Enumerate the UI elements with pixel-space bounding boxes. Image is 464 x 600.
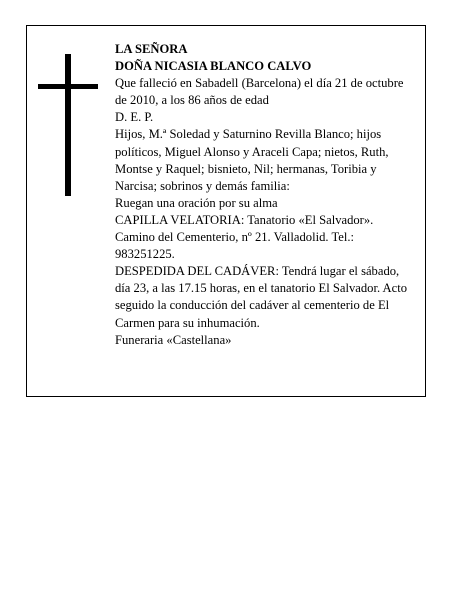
dep-line: D. E. P. — [115, 110, 154, 125]
chapel-info: CAPILLA VELATORIA: Tanatorio «El Salvador». Camino del Cementerio, nº 21. Valladolid. Tel.: 983251225. — [115, 212, 374, 262]
family-list: Hijos, M.ª Soledad y Saturnino Revilla Blanco; hijos políticos, Miguel Alonso y Araceli Capa; nietos, Ruth, Montse y Raquel; bisnieto, Nil; hermanas, Toribia y Narcisa; sobrinos y demás familia: — [115, 127, 389, 193]
funeral-home: Funeraria «Castellana» — [115, 332, 232, 347]
deceased-name: DOÑA NICASIA BLANCO CALVO — [115, 59, 312, 74]
cross-vertical-bar — [65, 54, 71, 196]
title-line-1: LA SEÑORA — [115, 42, 188, 56]
prayer-request: Ruegan una oración por su alma — [115, 195, 278, 210]
farewell-info: DESPEDIDA DEL CADÁVER: Tendrá lugar el sábado, día 23, a las 17.15 horas, en el tanatorio El Salvador. Acto seguido la conducción del cadáver al cementerio de El Carmen para su inhumación. — [115, 264, 408, 330]
cross-horizontal-bar — [38, 84, 98, 89]
notice-text — [115, 41, 415, 349]
death-info: Que falleció en Sabadell (Barcelona) el día 21 de octubre de 2010, a los 86 años de edad — [115, 76, 404, 108]
obituary-notice — [26, 25, 426, 397]
